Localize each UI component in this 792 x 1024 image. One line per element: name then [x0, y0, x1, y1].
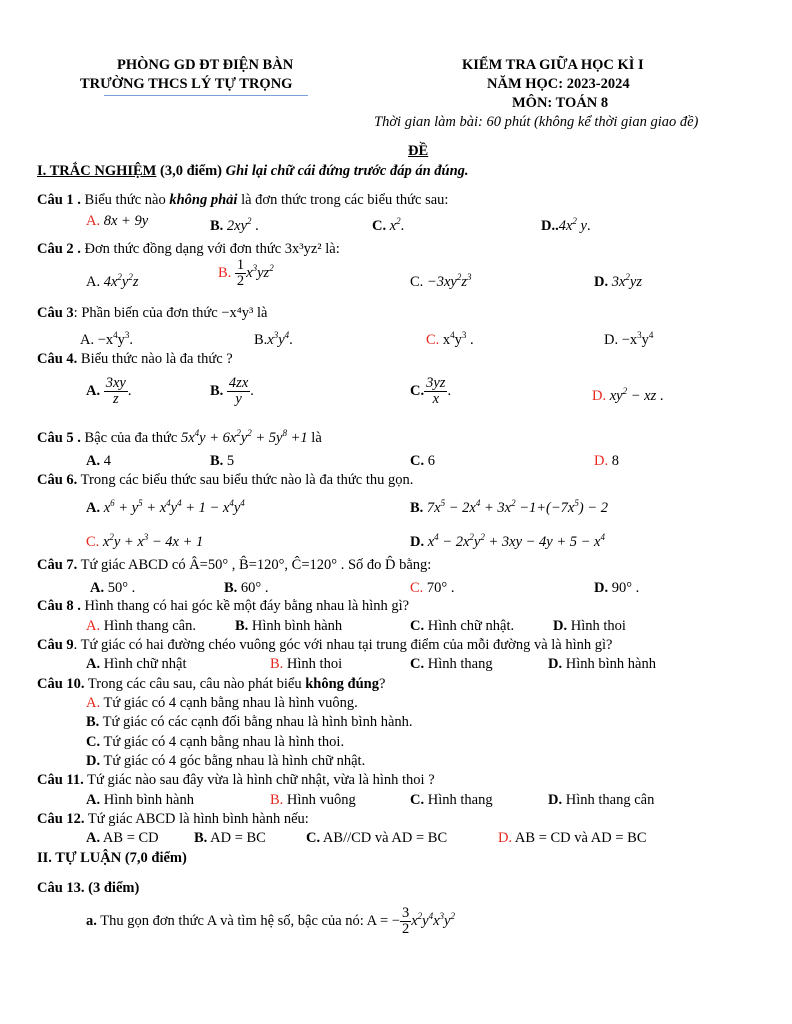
q12-text: Câu 12. Tứ giác ABCD là hình bình hành nếu: [37, 811, 309, 827]
q13-heading: Câu 13. (3 điểm) [37, 880, 140, 896]
q3-opt-c: C. $x^4y^3$ . [426, 330, 474, 348]
header-left-2: TRƯỜNG THCS LÝ TỰ TRỌNG [80, 76, 293, 92]
q6-opt-a: A. $x^6 + y^5 + x^4y^4 + 1 - x^4y^4$ [86, 498, 245, 516]
q9-opt-a: A. Hình chữ nhật [86, 656, 187, 672]
header-underline [104, 95, 308, 96]
q5-text: Câu 5 . Bậc của đa thức $5x^4y + 6x^2y^2 + 5y^8 +1$ là [37, 428, 322, 446]
q2-opt-d: D. $3x^2yz$ [594, 272, 643, 290]
q7-opt-b: B. 60° . [224, 580, 269, 596]
q3-opt-b: $B.x^3y^4$. [254, 330, 293, 348]
q2-opt-b: B. $\frac{1}{2}$ $x^3yz^2$ [218, 257, 274, 290]
q3-text: Câu 3: Phần biến của đơn thức −x⁴y³ là [37, 305, 268, 321]
q12-opt-d: D. AB = CD và AD = BC [498, 830, 647, 846]
q7-text: Câu 7. Tứ giác ABCD có Â=50° , B̂=120°, Ĉ=120° . Số đo D̂ bằng: [37, 557, 432, 573]
q8-text: Câu 8 . Hình thang có hai góc kề một đáy bằng nhau là hình gì? [37, 598, 410, 614]
q10-opt-a: A. Tứ giác có 4 cạnh bằng nhau là hình vuông. [86, 695, 358, 711]
q11-opt-d: D. Hình thang cân [548, 792, 655, 808]
q3-opt-a: A. $-x^4y^3$. [80, 330, 134, 348]
q1-opt-c: C. $x^2$. [372, 216, 405, 234]
q6-text: Câu 6. Trong các biểu thức sau biểu thức nào là đa thức thu gọn. [37, 472, 414, 488]
q2-text: Câu 2 . Đơn thức đồng dạng với đơn thức 3x³yz² là: [37, 241, 340, 257]
q10-text: Câu 10. Trong các câu sau, câu nào phát biểu không đúng? [37, 676, 386, 692]
q10-opt-c: C. Tứ giác có 4 cạnh bằng nhau là hình thoi. [86, 734, 345, 750]
q9-opt-c: C. Hình thang [410, 656, 493, 672]
q3-opt-d: D. $-x^3y^4$ [604, 330, 654, 348]
q2-opt-a: A. $4x^2y^2z$ [86, 272, 139, 290]
q12-opt-b: B. AD = BC [194, 830, 266, 846]
q9-opt-d: D. Hình bình hành [548, 656, 656, 672]
q5-opt-a: A. 4 [86, 453, 111, 469]
q4-opt-d: D. $xy^2$ − xz . [592, 386, 664, 404]
q6-opt-b: B. $7x^5 - 2x^4 + 3x^2 -1+(-7x^5) - 2$ [410, 498, 608, 516]
q1-opt-b: B. $2xy^2$ . [210, 216, 259, 234]
q8-opt-c: C. Hình chữ nhật. [410, 618, 515, 634]
q13-a: a. Thu gọn đơn thức A và tìm hệ số, bậc của nó: A = − $\frac{3}{2}$ $x^2y^4x^3y^2$ [86, 905, 455, 938]
q8-opt-b: B. Hình bình hành [235, 618, 343, 634]
q1-opt-d: $D..4x^2$ y. [541, 216, 591, 234]
q11-opt-c: C. Hình thang [410, 792, 493, 808]
q7-opt-a: A. 50° . [90, 580, 136, 596]
q4-opt-a: A. $\frac{3xy}{z}$ . [86, 375, 132, 408]
q11-opt-a: A. Hình bình hành [86, 792, 194, 808]
part2-heading: II. TỰ LUẬN (7,0 điểm) [37, 850, 187, 866]
header-right-1: KIỂM TRA GIỮA HỌC KÌ I [462, 57, 644, 73]
q10-opt-b: B. Tứ giác có các cạnh đối bằng nhau là hình bình hành. [86, 714, 413, 730]
q10-opt-d: D. Tứ giác có 4 góc bằng nhau là hình chữ nhật. [86, 753, 366, 769]
header-right-3: MÔN: TOÁN 8 [512, 95, 609, 111]
q5-opt-d: D. 8 [594, 453, 619, 469]
exam-de: ĐỀ [408, 143, 429, 159]
q1-opt-a: A. 8x + 9y [86, 213, 149, 229]
q7-opt-c: C. 70° . [410, 580, 455, 596]
q11-text: Câu 11. Tứ giác nào sau đây vừa là hình chữ nhật, vừa là hình thoi ? [37, 772, 435, 788]
exam-time: Thời gian làm bài: 60 phút (không kể thời gian giao đề) [374, 114, 699, 130]
q4-opt-c: C. $\frac{3yz}{x}$ . [410, 375, 452, 408]
q9-opt-b: B. Hình thoi [270, 656, 343, 672]
q4-opt-b: B. $\frac{4zx}{y}$ . [210, 375, 254, 408]
part1-heading: I. TRẮC NGHIỆM (3,0 điểm) Ghi lại chữ cái đứng trước đáp án đúng. [37, 163, 469, 179]
header-left-1: PHÒNG GD ĐT ĐIỆN BÀN [117, 57, 294, 73]
q9-text: Câu 9. Tứ giác có hai đường chéo vuông góc với nhau tại trung điểm của mỗi đường và là hình gì? [37, 637, 613, 653]
q5-opt-c: C. 6 [410, 453, 435, 469]
q6-opt-d: D. $x^4 - 2x^2y^2 + 3xy - 4y + 5 - x^4$ [410, 532, 605, 550]
q1-text: Câu 1 . Biểu thức nào không phải là đơn thức trong các biểu thức sau: [37, 192, 449, 208]
q8-opt-a: A. Hình thang cân. [86, 618, 196, 634]
q8-opt-d: D. Hình thoi [553, 618, 626, 634]
q12-opt-c: C. AB//CD và AD = BC [306, 830, 448, 846]
q7-opt-d: D. 90° . [594, 580, 640, 596]
q11-opt-b: B. Hình vuông [270, 792, 356, 808]
header-right-2: NĂM HỌC: 2023-2024 [487, 76, 630, 92]
q6-opt-c: C. $x^2y + x^3 - 4x + 1$ [86, 532, 204, 550]
q12-opt-a: A. AB = CD [86, 830, 159, 846]
q4-text: Câu 4. Biểu thức nào là đa thức ? [37, 351, 233, 367]
q5-opt-b: B. 5 [210, 453, 235, 469]
q2-opt-c: C. $-3xy^2z^3$ [410, 272, 472, 290]
